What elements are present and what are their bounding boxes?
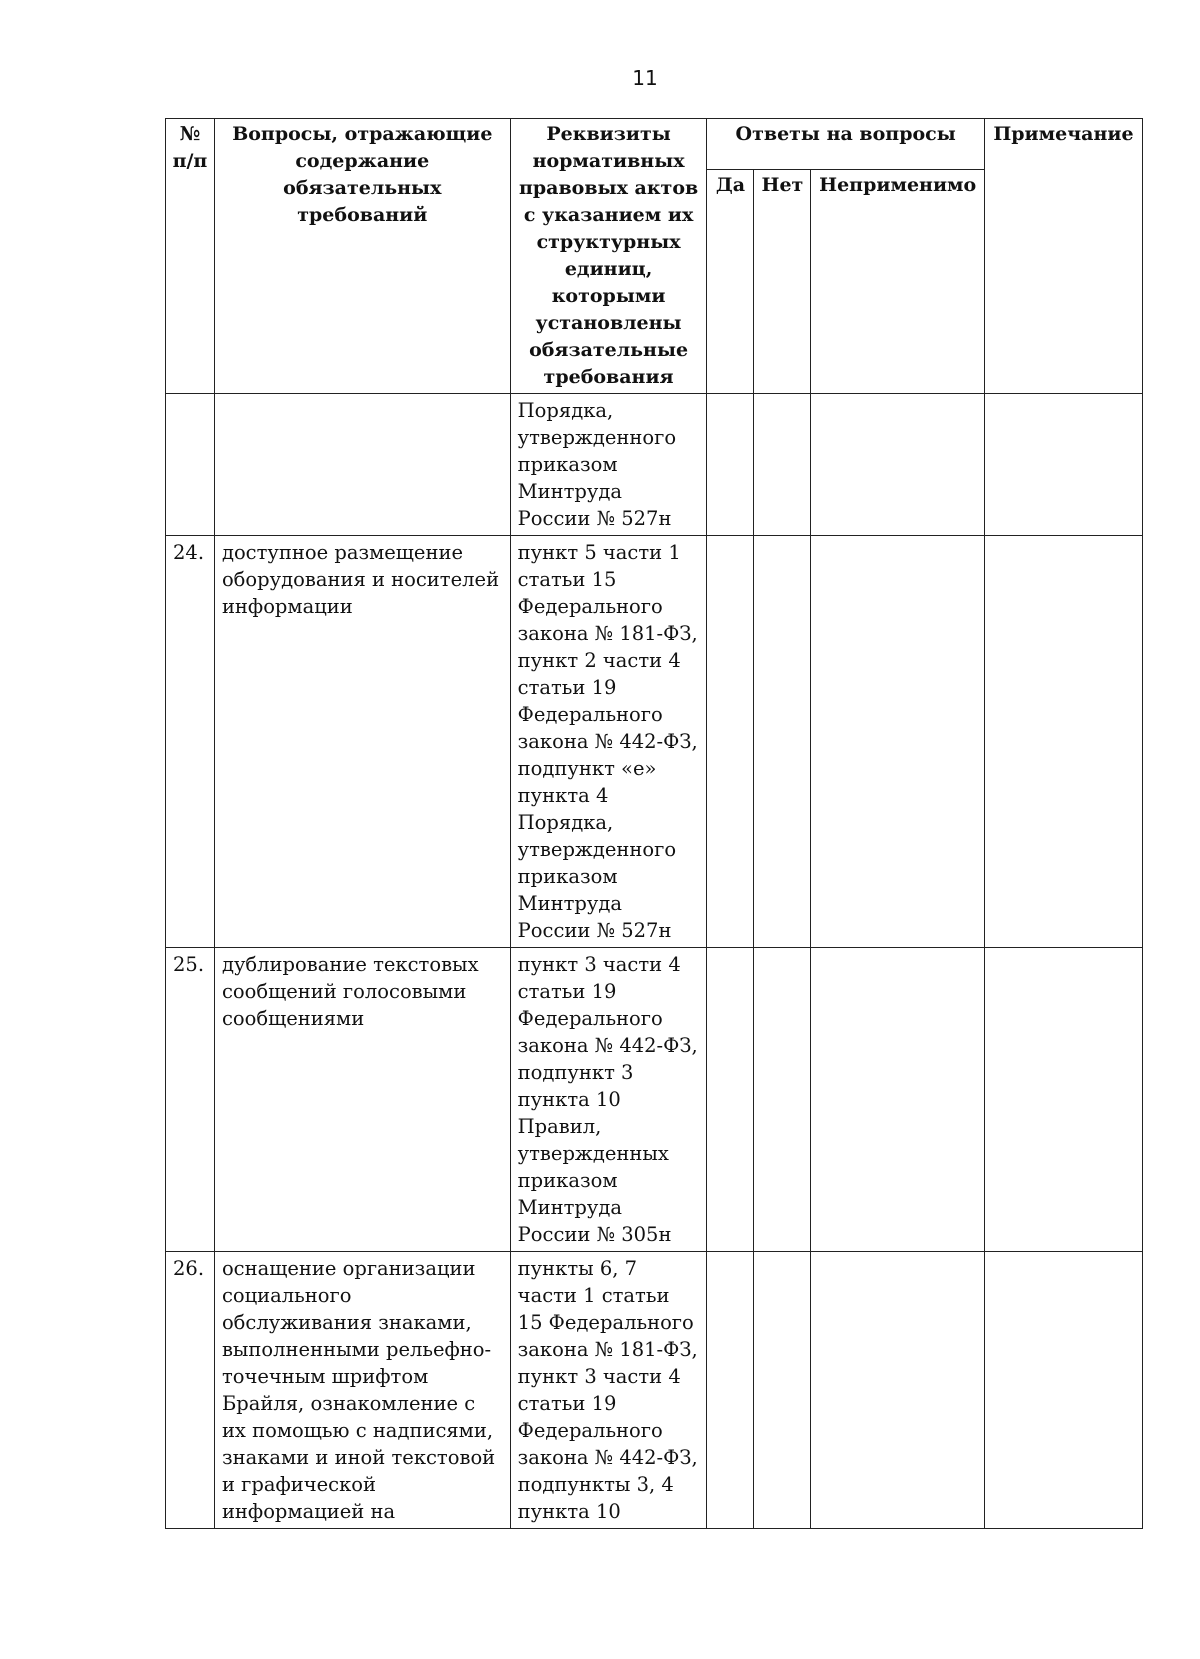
header-requisites: Реквизиты нормативных правовых актов с указанием их структурных единиц, которыми установлены обязательные требования — [510, 119, 707, 394]
header-no: Нет — [754, 170, 811, 394]
note-cell[interactable] — [984, 536, 1142, 948]
table-row — [166, 394, 1143, 536]
answer-no-cell[interactable] — [754, 394, 811, 536]
header-note: Примечание — [984, 119, 1142, 394]
row-num: 24. — [166, 536, 215, 948]
note-cell[interactable] — [984, 394, 1142, 536]
header-yes: Да — [707, 170, 754, 394]
row-question: доступное размещение оборудования и носителей информации — [214, 536, 510, 948]
answer-yes-cell[interactable] — [707, 394, 754, 536]
page-number: 11 — [632, 66, 658, 90]
note-cell[interactable] — [984, 1252, 1142, 1529]
row-requisites: Порядка, утвержденного приказом Минтруда России № 527н — [510, 394, 707, 536]
row-requisites: пункты 6, 7 части 1 статьи 15 Федерального закона № 181-ФЗ, пункт 3 части 4 статьи 19 Федерального закона № 442-ФЗ, подпункты 3, 4 пункта 10 — [510, 1252, 707, 1529]
row-question: дублирование текстовых сообщений голосовыми сообщениями — [214, 948, 510, 1252]
answer-na-cell[interactable] — [811, 1252, 984, 1529]
answer-yes-cell[interactable] — [707, 536, 754, 948]
answer-no-cell[interactable] — [754, 948, 811, 1252]
header-num: № п/п — [166, 119, 215, 394]
row-requisites: пункт 5 части 1 статьи 15 Федерального закона № 181-ФЗ, пункт 2 части 4 статьи 19 Федерального закона № 442-ФЗ, подпункт «е» пункта 4 Порядка, утвержденного приказом Минтруда России № 527н — [510, 536, 707, 948]
answer-na-cell[interactable] — [811, 948, 984, 1252]
row-requisites: пункт 3 части 4 статьи 19 Федерального закона № 442-ФЗ, подпункт 3 пункта 10 Правил, утвержденных приказом Минтруда России № 305н — [510, 948, 707, 1252]
answer-no-cell[interactable] — [754, 536, 811, 948]
header-na: Неприменимо — [811, 170, 984, 394]
table-row — [166, 948, 1143, 1252]
row-num — [166, 394, 215, 536]
row-num: 26. — [166, 1252, 215, 1529]
note-cell[interactable] — [984, 948, 1142, 1252]
answer-yes-cell[interactable] — [707, 948, 754, 1252]
row-num: 25. — [166, 948, 215, 1252]
answer-no-cell[interactable] — [754, 1252, 811, 1529]
checklist-table — [165, 118, 1143, 1529]
header-answers: Ответы на вопросы — [707, 119, 984, 170]
answer-na-cell[interactable] — [811, 536, 984, 948]
row-question: оснащение организации социального обслуживания знаками, выполненными рельефно-точечным шрифтом Брайля, ознакомление с их помощью с надписями, знаками и иной текстовой и графической информацией на — [214, 1252, 510, 1529]
row-question — [214, 394, 510, 536]
header-question: Вопросы, отражающие содержание обязательных требований — [214, 119, 510, 394]
answer-na-cell[interactable] — [811, 394, 984, 536]
table-row — [166, 536, 1143, 948]
answer-yes-cell[interactable] — [707, 1252, 754, 1529]
table-header-row — [166, 119, 1143, 170]
table-row — [166, 1252, 1143, 1529]
